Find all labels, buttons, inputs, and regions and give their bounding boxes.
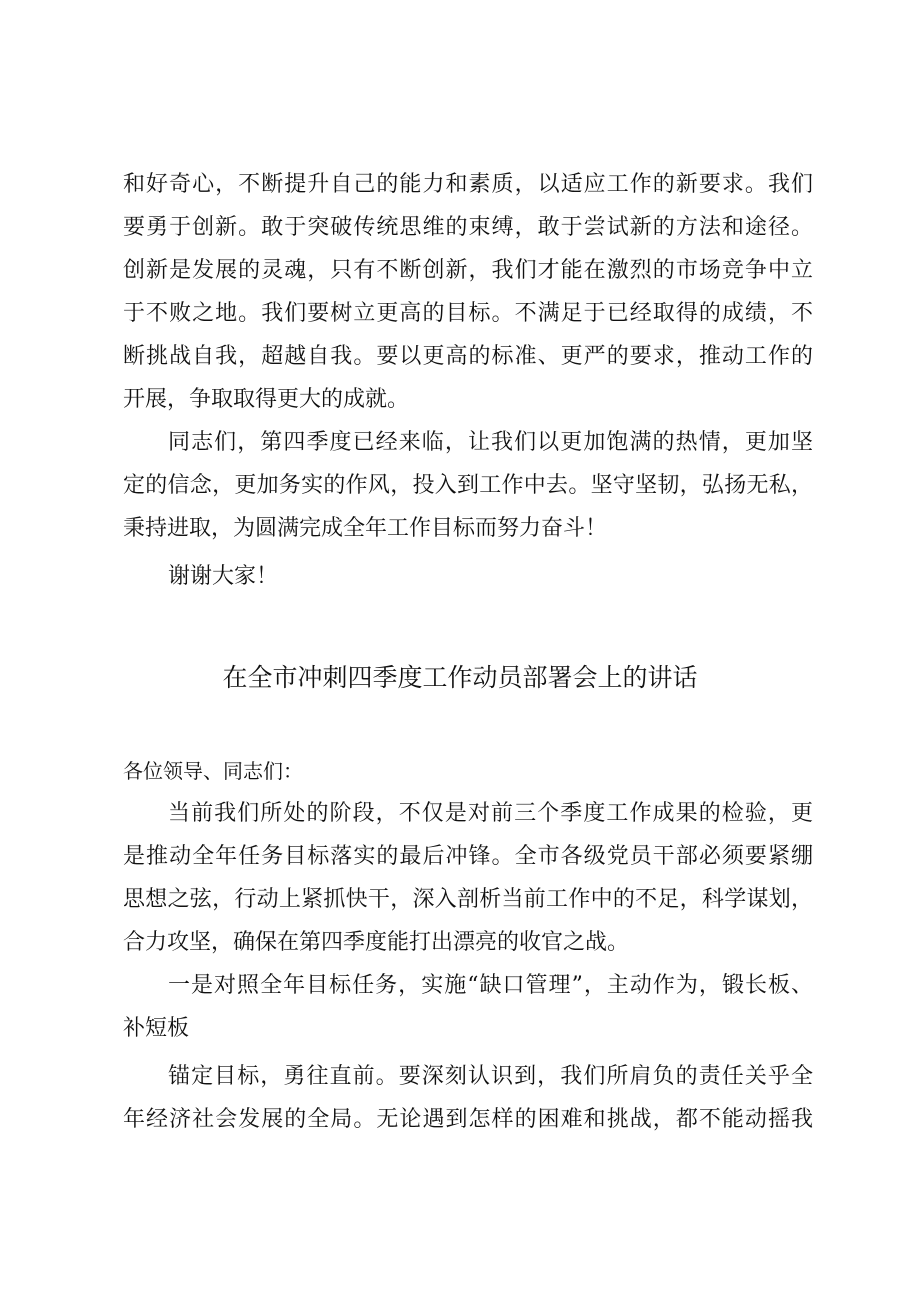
section-heading-line: 补短板 xyxy=(123,1016,190,1041)
paragraph-line: 合力攻坚，确保在第四季度能打出漂亮的收官之战。 xyxy=(123,930,630,955)
paragraph-line: 思想之弦，行动上紧抓快干，深入剖析当前工作中的不足，科学谋划， xyxy=(123,887,813,912)
closing-line: 谢谢大家！ xyxy=(168,564,279,589)
paragraph-line: 年经济社会发展的全局。无论遇到怎样的困难和挑战，都不能动摇我 xyxy=(123,1107,813,1132)
paragraph-line: 定的信念，更加务实的作风，投入到工作中去。坚守坚韧，弘扬无私， xyxy=(123,473,813,498)
paragraph-line: 开展，争取取得更大的成就。 xyxy=(123,387,410,412)
paragraph-line: 和好奇心，不断提升自己的能力和素质，以适应工作的新要求。我们 xyxy=(123,172,813,197)
paragraph-line: 锚定目标，勇往直前。要深刻认识到，我们所肩负的责任关乎全 xyxy=(168,1064,813,1089)
paragraph-line: 同志们，第四季度已经来临，让我们以更加饱满的热情，更加坚 xyxy=(168,430,813,455)
paragraph-line: 要勇于创新。敢于突破传统思维的束缚，敢于尝试新的方法和途径。 xyxy=(123,215,813,240)
paragraph-line: 于不败之地。我们要树立更高的目标。不满足于已经取得的成绩，不 xyxy=(123,301,813,326)
speech-title: 在全市冲刺四季度工作动员部署会上的讲话 xyxy=(222,663,698,692)
paragraph-line: 创新是发展的灵魂，只有不断创新，我们才能在激烈的市场竞争中立 xyxy=(123,258,813,283)
paragraph-line: 秉持进取，为圆满完成全年工作目标而努力奋斗！ xyxy=(123,516,608,541)
paragraph-line: 是推动全年任务目标落实的最后冲锋。全市各级党员干部必须要紧绷 xyxy=(123,844,813,869)
section-heading-line: 一是对照全年目标任务，实施“缺口管理”，主动作为，锻长板、 xyxy=(168,973,813,998)
paragraph-line: 当前我们所处的阶段，不仅是对前三个季度工作成果的检验，更 xyxy=(168,801,813,826)
salutation: 各位领导、同志们： xyxy=(123,759,303,783)
paragraph-line: 断挑战自我，超越自我。要以更高的标准、更严的要求，推动工作的 xyxy=(123,344,813,369)
